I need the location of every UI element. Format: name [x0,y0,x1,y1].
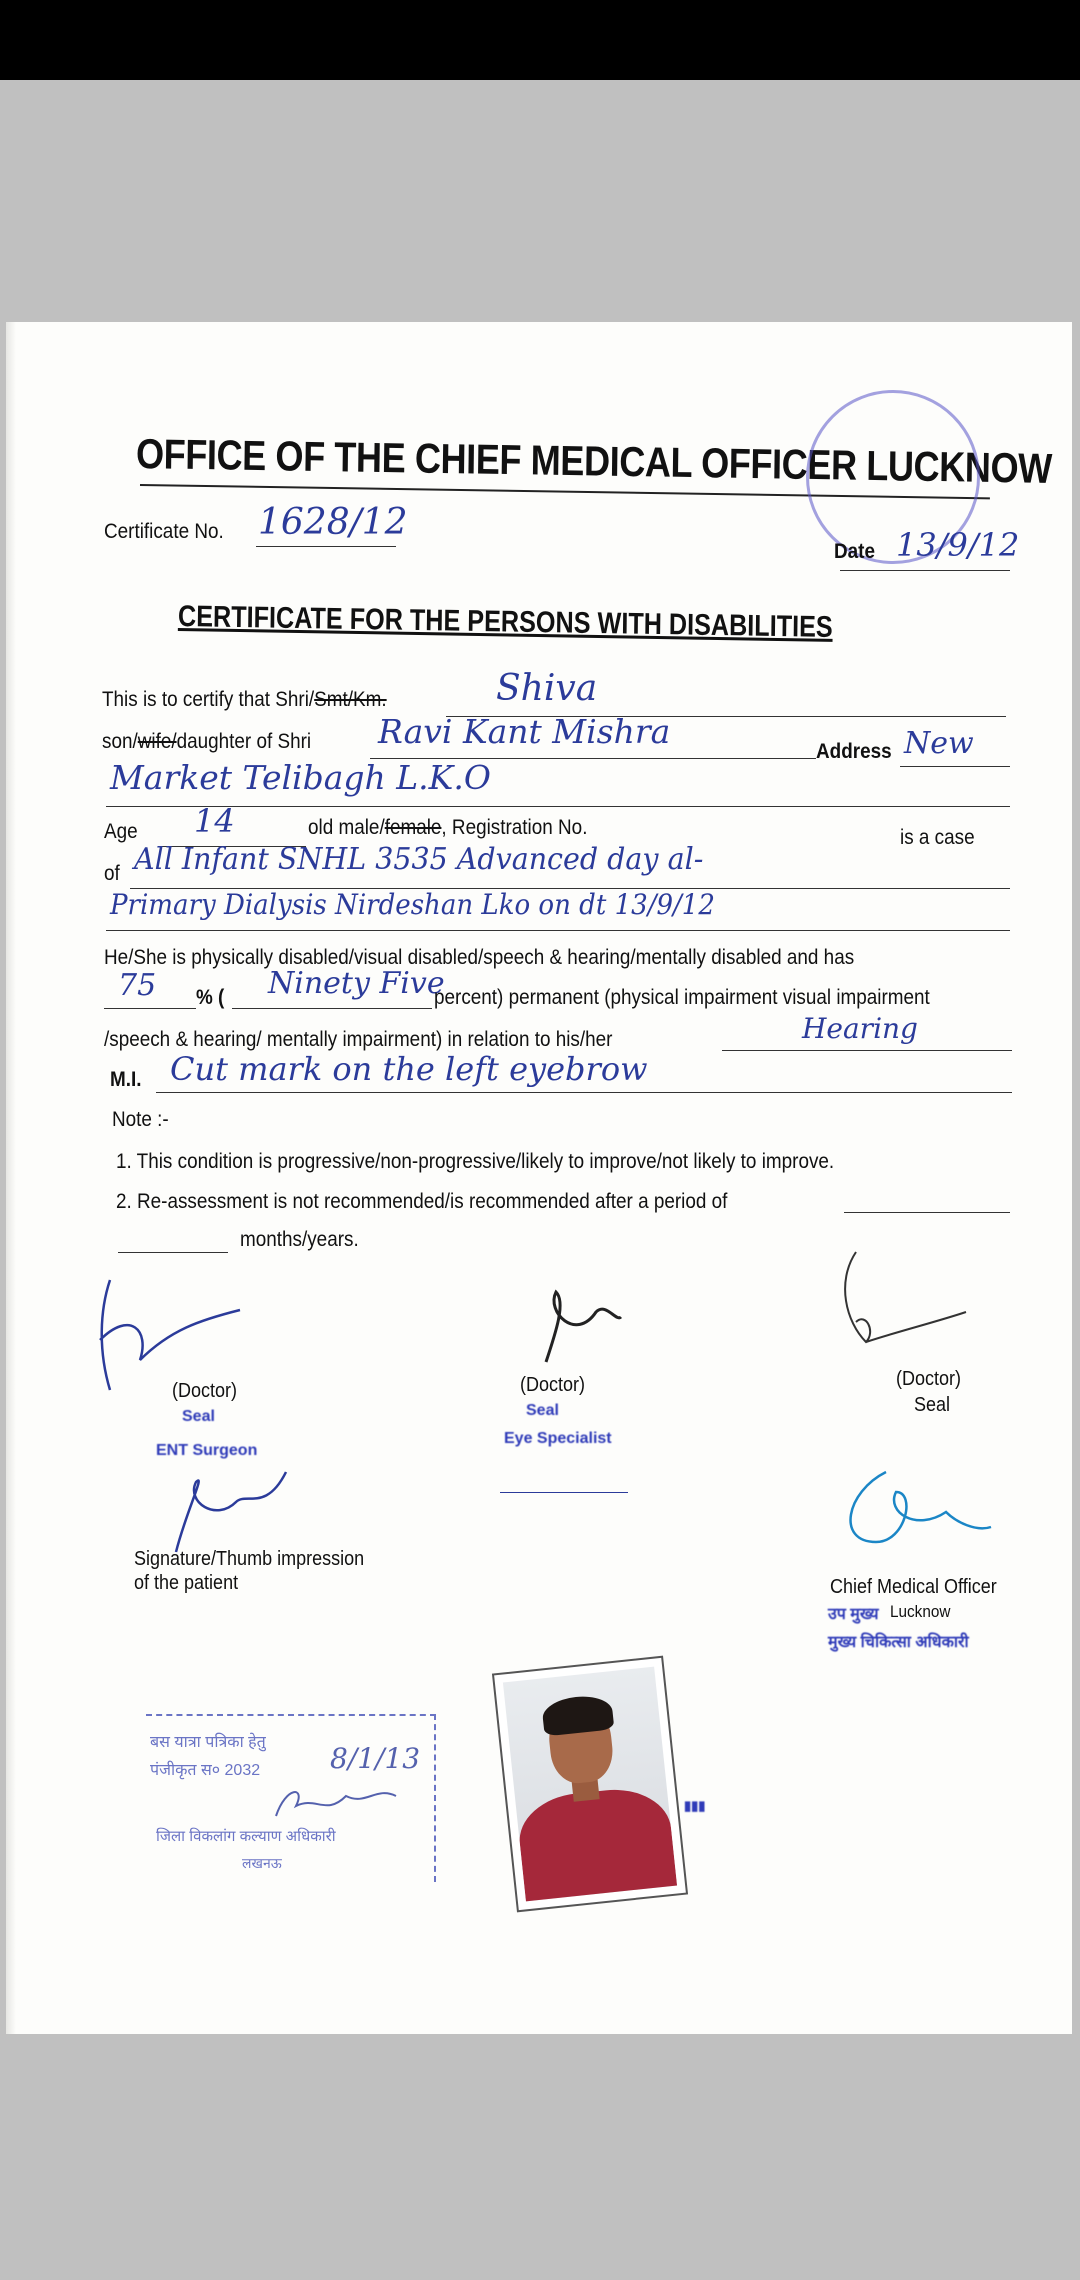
period-rule [844,1212,1010,1213]
certificate-no-rule [256,546,396,547]
age-struck: female [384,816,442,839]
district-stamp [146,1714,438,1910]
certify-struck: Smt/Km. [314,688,387,711]
case-value-1: All Infant SNHL 3535 Advanced day al- [134,842,704,877]
stamp-line-2: पंजीकृत स० 2032 [150,1762,261,1779]
doctor3-label: (Doctor) [896,1368,962,1390]
certificate-no-value: 1628/12 [258,502,408,543]
of-label: of [104,862,120,885]
status-bar [0,0,1080,80]
patient-signature [156,1452,296,1562]
gender-registration-line [308,816,587,840]
document-title: OFFICE OF THE CHIEF MEDICAL OFFICER LUCKNOW [135,430,1053,492]
certify-line [102,688,387,712]
certify-prefix: This is to certify that Shri/ [102,688,315,711]
parent-prefix-a: son/ [102,730,138,753]
signature-label-2: of the patient [134,1572,239,1594]
cmo-label-2: Lucknow [890,1602,951,1621]
note-1: 1. This condition is progressive/non-progressive/likely to improve/not likely to improve. [116,1150,835,1173]
note-label: Note :- [112,1108,169,1131]
percent-words-rule [232,1008,432,1009]
address-value-2: Market Telibagh L.K.O [110,758,491,797]
doctor2-seal-rule [500,1492,628,1493]
father-name: Ravi Kant Mishra [378,712,671,751]
months-rule [118,1252,228,1253]
is-a-case-label: is a case [900,826,975,849]
age-mid-a: old male/ [308,816,385,839]
note-2: 2. Re-assessment is not recommended/is recommended after a period of [116,1190,728,1213]
relation-value: Hearing [802,1012,918,1045]
parent-line [102,730,311,754]
stamp-line-3: जिला विकलांग कल्याण अधिकारी [156,1828,336,1845]
date-value: 13/9/12 [896,526,1020,564]
age-mid-b: , Registration No. [441,816,588,839]
relation-text: /speech & hearing/ mentally impairment) in relation to his/her [104,1028,613,1051]
age-label: Age [104,820,138,843]
cmo-label-1: Chief Medical Officer [830,1576,997,1598]
stamp-date: 8/1/13 [330,1742,421,1775]
doctor1-label: (Doctor) [172,1380,238,1402]
certificate-subtitle: CERTIFICATE FOR THE PERSONS WITH DISABILITIES [177,600,833,644]
percent-mark: % ( [196,986,225,1009]
date-label: Date [834,540,875,563]
relation-rule [722,1050,1012,1051]
patient-name: Shiva [496,668,598,709]
address-rule-1 [900,766,1010,767]
cmo-hindi-1: उप मुख्य [828,1606,879,1623]
address-label: Address [816,740,892,763]
signature-label-1: Signature/Thumb impression [134,1548,365,1570]
disability-statement: He/She is physically disabled/visual disabled/speech & hearing/mentally disabled and has [104,946,855,969]
percent-rule [104,1008,196,1009]
doctor3-signature [826,1242,976,1362]
doctor1-seal-sub: ENT Surgeon [156,1442,258,1459]
percent-value: 75 [118,968,157,1003]
doctor1-seal: Seal [182,1408,215,1425]
stamp-line-1: बस यात्रा पत्रिका हेतु [150,1734,266,1751]
permanent-impairment-text: percent) permanent (physical impairment visual impairment [434,986,930,1009]
doctor3-seal: Seal [914,1394,951,1416]
months-years: months/years. [240,1228,359,1251]
cmo-signature [826,1452,1006,1562]
case-rule-2 [106,930,1010,931]
date-rule [840,570,1010,571]
mi-label: M.I. [110,1068,142,1091]
address-value-1: New [904,726,974,761]
percent-words: Ninety Five [268,966,445,1001]
mi-rule [156,1092,1012,1093]
doctor2-signature [516,1282,626,1372]
parent-prefix-b: daughter of Shri [176,730,312,753]
doctor2-seal-sub: Eye Specialist [504,1430,612,1447]
case-value-2: Primary Dialysis Nirdeshan Lko on dt 13/9/12 [110,888,715,921]
doctor2-label: (Doctor) [520,1374,586,1396]
photo-stamp-edge: ▮▮▮ [684,1798,706,1813]
address-rule-2 [106,806,1010,807]
doctor2-seal: Seal [526,1402,559,1419]
age-value: 14 [194,802,235,840]
certificate-document [6,322,1072,2034]
stamp-signature [266,1776,406,1826]
parent-struck: wife/ [137,730,177,753]
paper-edge-shadow [6,322,16,2034]
stamp-line-4: लखनऊ [242,1855,282,1871]
cmo-hindi-2: मुख्य चिकित्सा अधिकारी [828,1634,969,1651]
patient-photo [492,1656,688,1913]
mi-value: Cut mark on the left eyebrow [170,1050,648,1088]
certificate-no-label: Certificate No. [104,520,224,543]
